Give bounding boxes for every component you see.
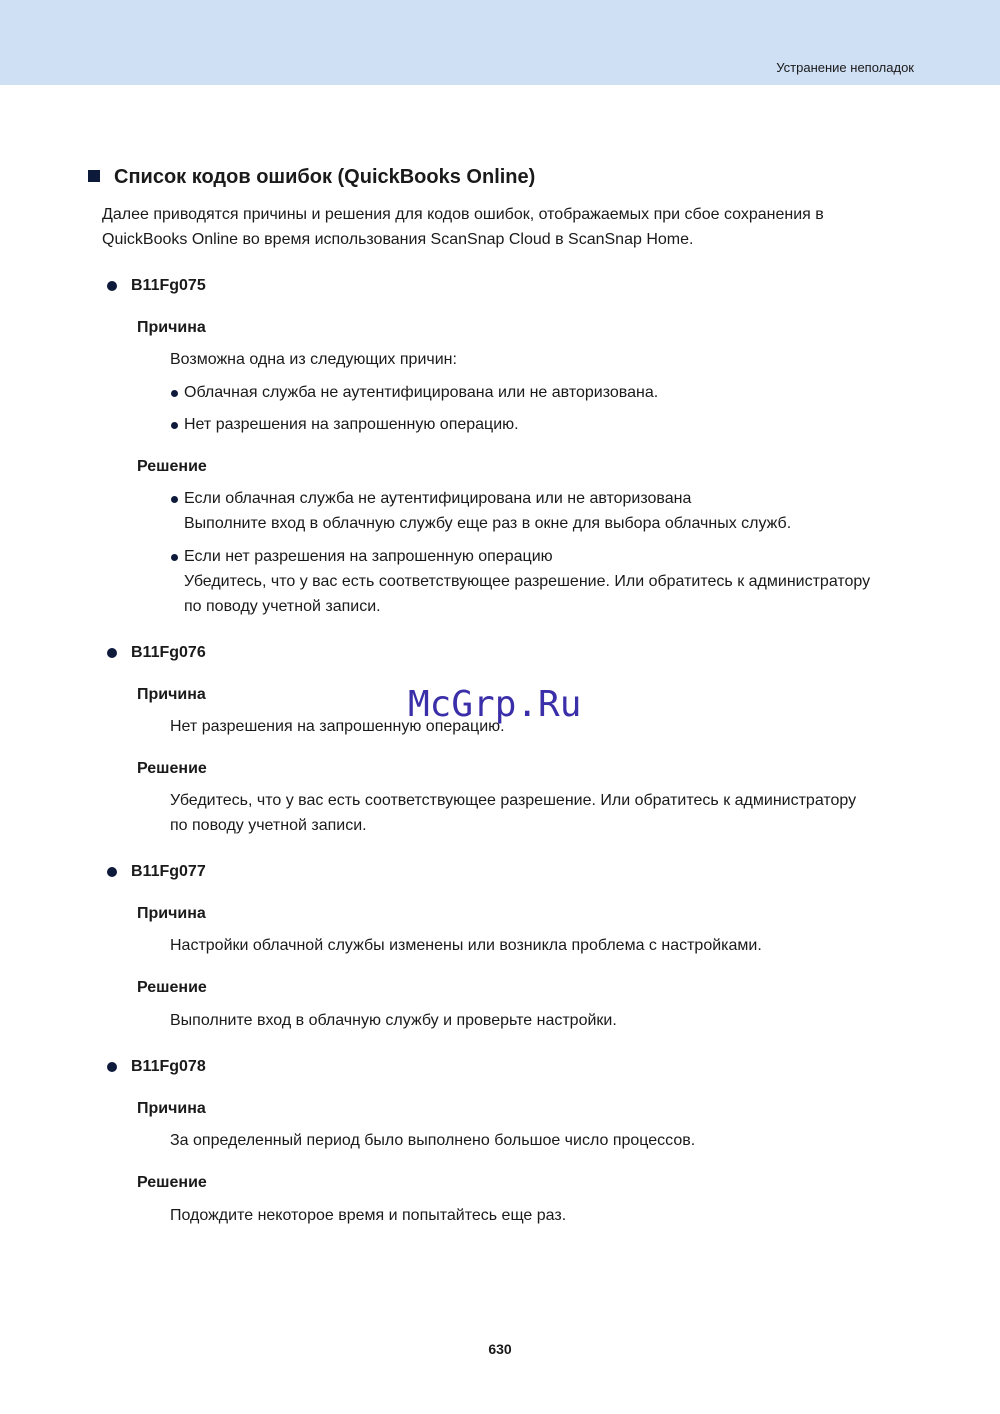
bullet-icon xyxy=(171,422,178,429)
page-number: 630 xyxy=(488,1341,512,1357)
error-code-title: B11Fg076 xyxy=(131,644,206,661)
cause-heading: Причина xyxy=(137,319,206,336)
error-code-title: B11Fg078 xyxy=(131,1058,206,1075)
cause-heading: Причина xyxy=(137,686,206,703)
solution-bullet-line: по поводу учетной записи. xyxy=(184,598,381,615)
solution-text: Подождите некоторое время и попытайтесь еще раз. xyxy=(170,1207,567,1224)
solution-bullet-title: Если облачная служба не аутентифицирована или не авторизована xyxy=(184,490,692,507)
bullet-icon xyxy=(171,554,178,561)
intro-line: Далее приводятся причины и решения для кодов ошибок, отображаемых при сбое сохранения в xyxy=(102,206,824,223)
cause-bullet: Облачная служба не аутентифицирована или не авторизована. xyxy=(184,384,659,401)
section-square-icon xyxy=(88,170,100,182)
bullet-icon xyxy=(107,1062,117,1072)
error-code-title: B11Fg077 xyxy=(131,863,206,880)
cause-text: Настройки облачной службы изменены или возникла проблема с настройками. xyxy=(170,937,762,954)
error-code-title: B11Fg075 xyxy=(131,277,206,294)
cause-heading: Причина xyxy=(137,1100,206,1117)
solution-text: Выполните вход в облачную службу и проверьте настройки. xyxy=(170,1012,617,1029)
cause-bullet: Нет разрешения на запрошенную операцию. xyxy=(184,416,519,433)
solution-heading: Решение xyxy=(137,1174,207,1191)
cause-text: Нет разрешения на запрошенную операцию. xyxy=(170,718,505,735)
bullet-icon xyxy=(107,867,117,877)
cause-intro: Возможна одна из следующих причин: xyxy=(170,351,457,368)
bullet-icon xyxy=(171,496,178,503)
watermark: McGrp.Ru xyxy=(408,684,582,725)
solution-heading: Решение xyxy=(137,760,207,777)
solution-bullet-line: Убедитесь, что у вас есть соответствующее разрешение. Или обратитесь к администратору xyxy=(184,573,871,590)
solution-text: по поводу учетной записи. xyxy=(170,817,367,834)
solution-bullet-line: Выполните вход в облачную службу еще раз в окне для выбора облачных служб. xyxy=(184,515,792,532)
header-title: Устранение неполадок xyxy=(776,60,914,75)
solution-heading: Решение xyxy=(137,979,207,996)
solution-heading: Решение xyxy=(137,458,207,475)
header-band xyxy=(0,0,1000,85)
solution-text: Убедитесь, что у вас есть соответствующее разрешение. Или обратитесь к администратору xyxy=(170,792,857,809)
intro-line: QuickBooks Online во время использования ScanSnap Cloud в ScanSnap Home. xyxy=(102,231,694,248)
cause-heading: Причина xyxy=(137,905,206,922)
bullet-icon xyxy=(107,648,117,658)
section-title: Список кодов ошибок (QuickBooks Online) xyxy=(114,166,536,188)
cause-text: За определенный период было выполнено большое число процессов. xyxy=(170,1132,696,1149)
solution-bullet-title: Если нет разрешения на запрошенную операцию xyxy=(184,548,553,565)
bullet-icon xyxy=(171,390,178,397)
bullet-icon xyxy=(107,281,117,291)
